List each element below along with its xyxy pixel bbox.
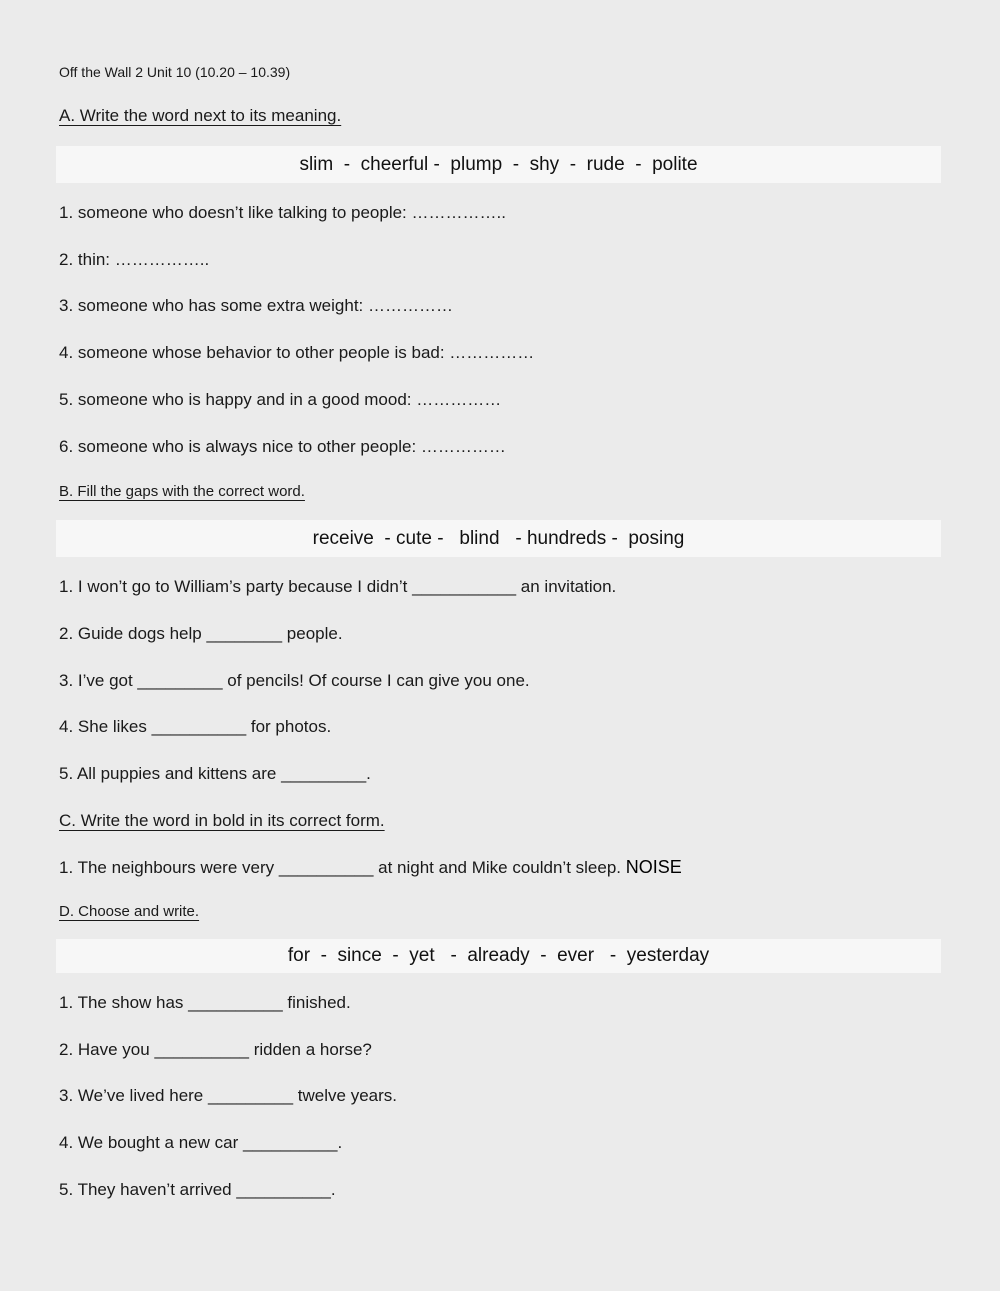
section-d-item-2: 2. Have you __________ ridden a horse? (59, 1040, 372, 1059)
section-a-word-bank: slim - cheerful - plump - shy - rude - polite (56, 146, 941, 183)
section-d-item-4: 4. We bought a new car __________. (59, 1133, 343, 1152)
section-c-bold-word: NOISE (625, 857, 682, 877)
section-c-item-1-text: 1. The neighbours were very __________ at night and Mike couldn’t sleep. (59, 858, 626, 877)
section-a-item-5: 5. someone who is happy and in a good mood: …………… (59, 390, 502, 409)
section-d-word-bank: for - since - yet - already - ever - yesterday (56, 939, 941, 973)
section-d-item-5: 5. They haven’t arrived __________. (59, 1180, 336, 1199)
section-d-item-3: 3. We’ve lived here _________ twelve years. (59, 1086, 397, 1105)
section-a-title: A. Write the word next to its meaning. (59, 106, 342, 125)
section-b-item-5: 5. All puppies and kittens are _________. (59, 764, 371, 783)
section-c-title: C. Write the word in bold in its correct form. (59, 811, 385, 830)
section-a-item-2: 2. thin: …………….. (59, 250, 210, 269)
section-c-item-1 (59, 857, 682, 878)
section-b-word-bank: receive - cute - blind - hundreds - posing (56, 520, 941, 557)
section-a-item-1: 1. someone who doesn’t like talking to people: …………….. (59, 203, 506, 222)
section-a-item-3: 3. someone who has some extra weight: …………… (59, 296, 453, 315)
worksheet-header: Off the Wall 2 Unit 10 (10.20 – 10.39) (59, 64, 291, 80)
section-b-item-3: 3. I’ve got _________ of pencils! Of course I can give you one. (59, 671, 530, 690)
section-a-item-4: 4. someone whose behavior to other people is bad: …………… (59, 343, 535, 362)
section-d-item-1: 1. The show has __________ finished. (59, 993, 351, 1012)
section-b-item-2: 2. Guide dogs help ________ people. (59, 624, 343, 643)
section-a-item-6: 6. someone who is always nice to other people: …………… (59, 437, 506, 456)
section-b-item-1: 1. I won’t go to William’s party because I didn’t ___________ an invitation. (59, 577, 617, 596)
section-b-title: B. Fill the gaps with the correct word. (59, 483, 305, 500)
section-d-title: D. Choose and write. (59, 903, 200, 920)
section-b-item-4: 4. She likes __________ for photos. (59, 717, 332, 736)
